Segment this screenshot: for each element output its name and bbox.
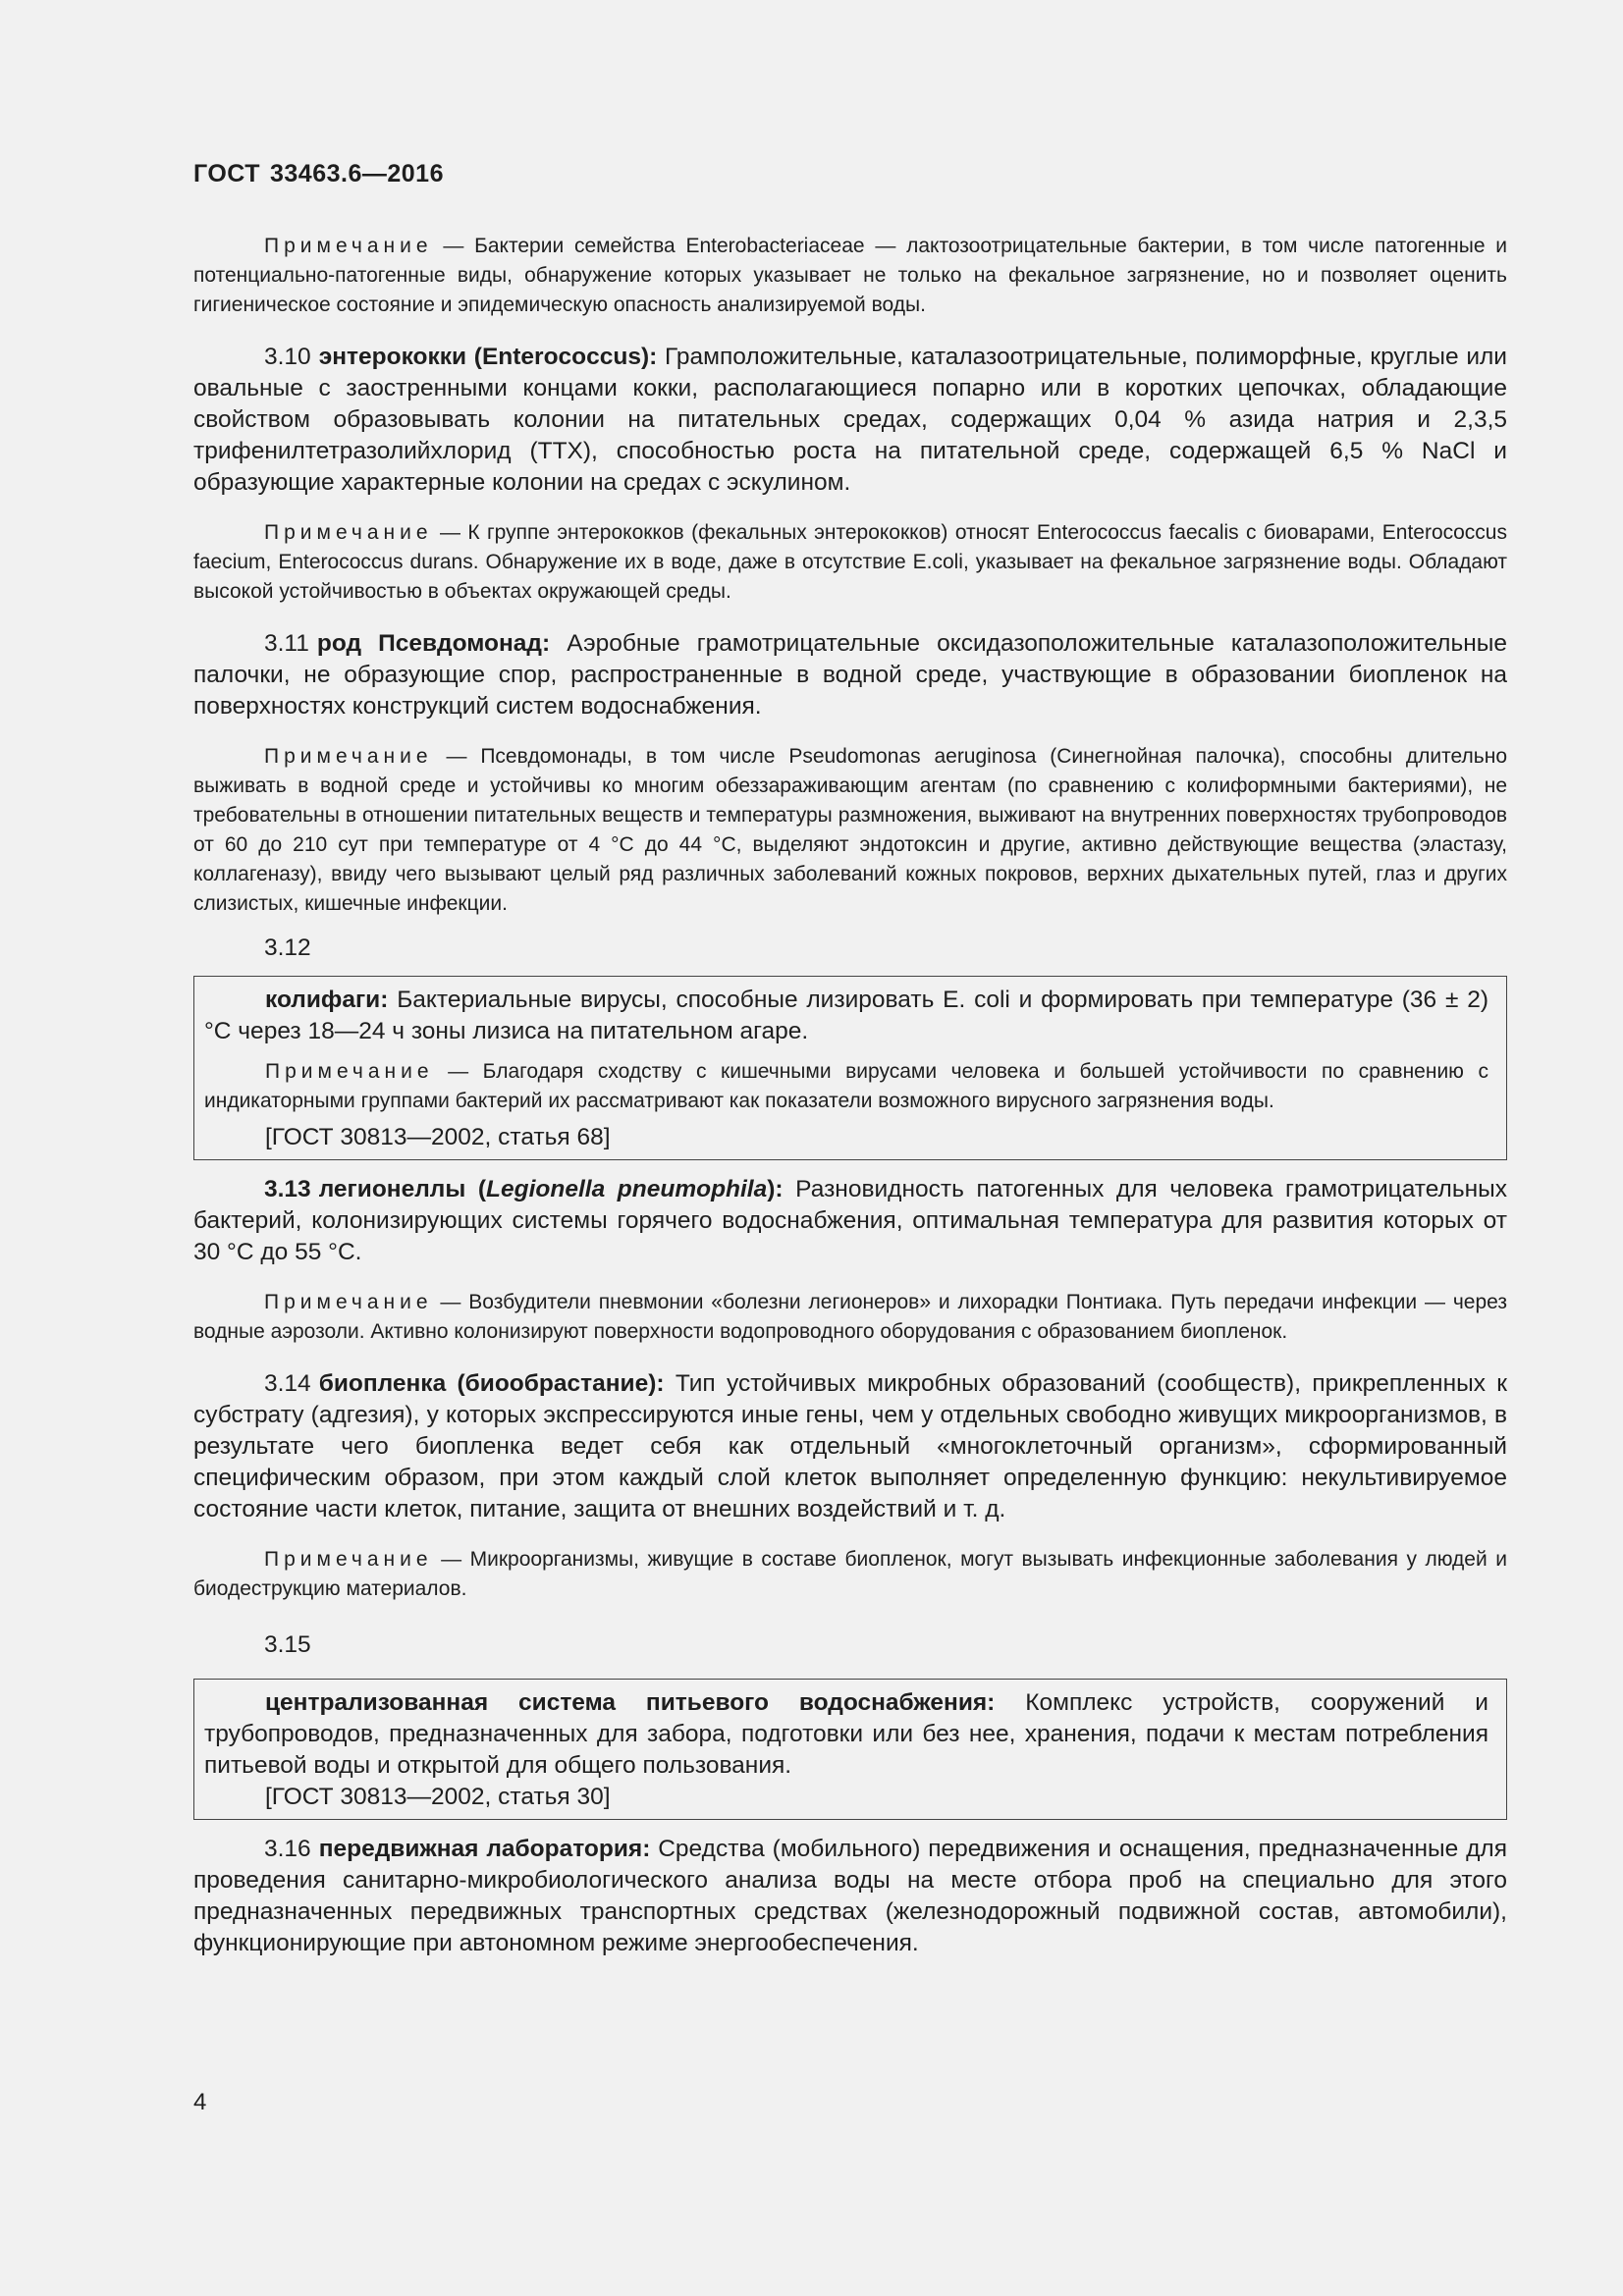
source-reference: [ГОСТ 30813—2002, статья 30]: [265, 1784, 611, 1810]
term-3-12: [204, 985, 1488, 1047]
page-content: [193, 160, 1507, 1979]
term-title: легионеллы (: [318, 1176, 487, 1202]
note-3-9: Примечание — Бактерии семейства Enterobacteriaceae — лактозоотрицательные бактерии, в том числе патогенные и потенциально-патогенные виды, обнаружение которых указывает не только на фекальное загрязнение, но и позволяет оценить гигиеническое состояние и эпидемическую опасность анализируемой воды.: [193, 235, 1508, 316]
page-number: 4: [193, 2089, 207, 2115]
note-text: Благодаря сходству с кишечными вирусами человека и большей устойчивости по сравнению с индикаторными группами бактерий их рассматривают как показатели возможного вирусного загрязнения воды.: [204, 1060, 1488, 1112]
note-text: Возбудители пневмонии «болезни легионеров» и лихорадки Понтиака. Путь передачи инфекции — через водные аэрозоли. Активно колонизируют поверхности водопроводного оборудования с образованием биопленок.: [193, 1291, 1508, 1343]
term-number: 3.10: [264, 344, 311, 370]
note-3-12: Примечание — Благодаря сходству с кишечными вирусами человека и большей устойчивости по сравнению с индикаторными группами бактерий их рассматривают как показатели возможного вирусного загрязнения воды.: [204, 1060, 1488, 1112]
term-definition: Аэробные грамотрицательные оксидазоположительные каталазоположительные палочки, не образующие спор, распространенные в водной среде, участвующие в образовании биопленок на поверхностях конструкций систем водоснабжения.: [193, 630, 1507, 720]
term-number-3-12: 3.12: [264, 934, 311, 961]
standard-number: 33463.6—2016: [270, 160, 444, 187]
term-3-14: [193, 1368, 1507, 1525]
note-3-10: Примечание — К группе энтерококков (фекальных энтерококков) относят Enterococcus faecalis с биоварами, Enterococcus faecium, Enterococcus durans. Обнаружение их в воде, даже в отсутствие E.coli, указывает на фекальное загрязнение воды. Обладают высокой устойчивостью в объектах окружающей среды.: [193, 521, 1507, 603]
note-3-11: Примечание — Псевдомонады, в том числе Pseudomonas aeruginosa (Синегнойная палочка), способны длительно выживать в водной среде и устойчивы ко многим обеззараживающим агентам (по сравнению с колиформными бактериями), не требовательны в отношении питательных веществ и температуры размножения, выживают на внутренних поверхностях трубопроводов от 60 до 210 сут при температуре от 4 °С до 44 °С, выделяют эндотоксин и другие, активно действующие вещества (эластазу, коллагеназу), ввиду чего вызывают целый ряд различных заболеваний кожных покровов, верхних дыхательных путей, глаз и других слизистых, кишечные инфекции.: [193, 745, 1507, 915]
term-box-3-12: [193, 976, 1507, 1160]
note-label: Примечание: [264, 1548, 433, 1571]
term-title-end: ):: [767, 1176, 784, 1202]
note-3-13: Примечание — Возбудители пневмонии «болезни легионеров» и лихорадки Понтиака. Путь передачи инфекции — через водные аэрозоли. Активно колонизируют поверхности водопроводного оборудования с образованием биопленок.: [193, 1291, 1508, 1343]
term-title: колифаги:: [265, 987, 389, 1013]
term-number: 3.11: [264, 630, 309, 657]
note-text: К группе энтерококков (фекальных энтерококков) относят Enterococcus faecalis с биоварами, Enterococcus faecium, Enterococcus durans. Обнаружение их в воде, даже в отсутствие E.coli, указывает на фекальное загрязнение воды. Обладают высокой устойчивостью в объектах окружающей среды.: [193, 521, 1507, 603]
term-number: 3.16: [264, 1836, 311, 1862]
note-3-14: Примечание — Микроорганизмы, живущие в составе биопленок, могут вызывать инфекционные заболевания у людей и биодеструкцию материалов.: [193, 1548, 1507, 1600]
term-definition: Бактериальные вирусы, способные лизировать E. coli и формировать при температуре (36 ± 2) °С через 18—24 ч зоны лизиса на питательном агаре.: [204, 987, 1488, 1044]
note-label: Примечание: [264, 235, 433, 257]
note-label: Примечание: [264, 1291, 433, 1313]
term-definition: Грамположительные, каталазоотрицательные, полиморфные, круглые или овальные с заостренными концами кокки, располагающиеся попарно или в коротких цепочках, обладающие свойством образовывать колонии на питательных средах, содержащих 0,04 % азида натрия и 2,3,5 трифенилтетразолийхлорид (ТТХ), способностью роста на питательной среде, содержащей 6,5 % NaCl и образующие характерные колонии на средах с эскулином.: [193, 344, 1507, 496]
term-3-10: [193, 342, 1507, 499]
term-3-11: [193, 628, 1507, 722]
term-number: 3.13: [264, 1176, 311, 1202]
term-title: централизованная система питьевого водоснабжения:: [265, 1689, 996, 1716]
note-label: Примечание: [264, 521, 433, 544]
term-title-latin: Legionella pneumophila: [486, 1176, 768, 1202]
term-title: энтерококки (Enterococcus):: [318, 344, 658, 370]
note-text: Микроорганизмы, живущие в составе биопленок, могут вызывать инфекционные заболевания у людей и биодеструкцию материалов.: [193, 1548, 1507, 1600]
term-title: род Псевдомонад:: [316, 630, 551, 657]
term-3-15: [204, 1687, 1488, 1782]
note-label: Примечание: [265, 1060, 434, 1083]
term-definition: Разновидность патогенных для человека грамотрицательных бактерий, колонизирующих системы горячего водоснабжения, оптимальная температура для развития которых от 30 °С до 55 °С.: [193, 1176, 1507, 1265]
term-definition: Комплекс устройств, сооружений и трубопроводов, предназначенных для забора, подготовки или без нее, хранения, подачи к местам потребления питьевой воды и открытой для общего пользования.: [204, 1689, 1488, 1779]
term-definition: Средства (мобильного) передвижения и оснащения, предназначенные для проведения санитарно-микробиологического анализа воды на месте отбора проб на специально для этого предназначенных передвижных транспортных средствах (железнодорожный подвижной состав, автомобили), функционирующие при автономном режиме энергообеспечения.: [193, 1836, 1507, 1956]
standard-prefix: ГОСТ: [193, 160, 260, 187]
term-box-3-15: [193, 1679, 1507, 1820]
term-number: 3.14: [264, 1370, 311, 1397]
source-reference: [ГОСТ 30813—2002, статья 68]: [265, 1124, 611, 1150]
page-header: [193, 160, 1507, 188]
term-number-3-15: 3.15: [264, 1631, 311, 1658]
note-text: Псевдомонады, в том числе Pseudomonas aeruginosa (Синегнойная палочка), способны длительно выживать в водной среде и устойчивы ко многим обеззараживающим агентам (по сравнению с колиформными бактериями), не требовательны в отношении питательных веществ и температуры размножения, выживают на внутренних поверхностях трубопроводов от 60 до 210 сут при температуре от 4 °С до 44 °С, выделяют эндотоксин и другие, активно действующие вещества (эластазу, коллагеназу), ввиду чего вызывают целый ряд различных заболеваний кожных покровов, верхних дыхательных путей, глаз и других слизистых, кишечные инфекции.: [193, 745, 1507, 915]
note-label: Примечание: [264, 745, 433, 768]
note-text: Бактерии семейства Enterobacteriaceae — лактозоотрицательные бактерии, в том числе патогенные и потенциально-патогенные виды, обнаружение которых указывает не только на фекальное загрязнение, но и позволяет оценить гигиеническое состояние и эпидемическую опасность анализируемой воды.: [193, 235, 1508, 316]
term-3-16: [193, 1834, 1507, 1959]
term-definition: Тип устойчивых микробных образований (сообществ), прикрепленных к субстрату (адгезия), у которых экспрессируются иные гены, чем у отдельных свободно живущих микроорганизмов, в результате чего биопленка ведет себя как отдельный «многоклеточный организм», сформированный специфическим образом, при этом каждый слой клеток выполняет определенную функцию: некультивируемое состояние части клеток, питание, защита от внешних воздействий и т. д.: [193, 1370, 1507, 1522]
term-title: биопленка (биообрастание):: [318, 1370, 665, 1397]
term-3-13: [193, 1174, 1507, 1268]
term-title: передвижная лаборатория:: [318, 1836, 651, 1862]
